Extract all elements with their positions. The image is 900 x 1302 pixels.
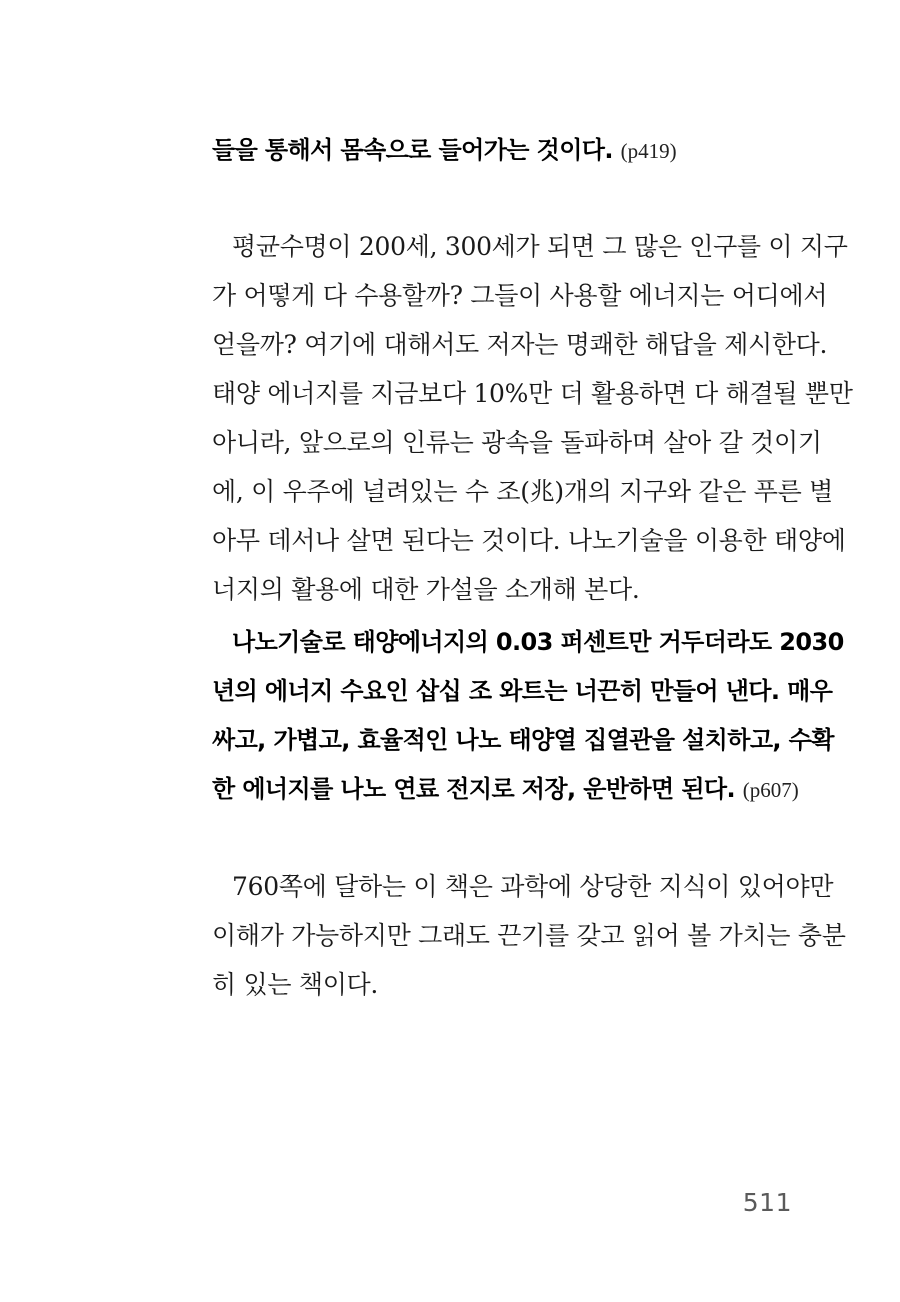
paragraph-line: 가 어떻게 다 수용할까? 그들이 사용할 에너지는 어디에서 xyxy=(212,281,828,310)
paragraph-line: 히 있는 책이다. xyxy=(212,970,379,999)
paragraph-line: 에, 이 우주에 널려있는 수 조(兆)개의 지구와 같은 푸른 별 xyxy=(212,477,833,506)
quote-text: 한 에너지를 나노 연료 전지로 저장, 운반하면 된다. xyxy=(212,775,736,803)
citation: (p607) xyxy=(742,778,799,802)
quote-continuation xyxy=(212,126,794,175)
page-number: 511 xyxy=(742,1188,792,1217)
paragraph-line: 너지의 활용에 대한 가설을 소개해 본다. xyxy=(212,575,640,604)
quote-line xyxy=(212,765,799,814)
paragraph-line: 태양 에너지를 지금보다 10%만 더 활용하면 다 해결될 뿐만 xyxy=(212,379,853,408)
body-paragraph-1 xyxy=(212,222,853,614)
quote-line: 년의 에너지 수요인 삽십 조 와트는 너끈히 만들어 낸다. 매우 xyxy=(212,677,833,705)
paragraph-line: 760쪽에 달하는 이 책은 과학에 상당한 지식이 있어야만 xyxy=(232,872,834,901)
quote-line: 나노기술로 태양에너지의 0.03 퍼센트만 거두더라도 2030 xyxy=(232,628,844,656)
citation: (p419) xyxy=(620,139,677,163)
paragraph-line: 이해가 가능하지만 그래도 끈기를 갖고 읽어 볼 가치는 충분 xyxy=(212,921,846,950)
block-quote xyxy=(212,618,844,814)
quote-line: 싸고, 가볍고, 효율적인 나노 태양열 집열관을 설치하고, 수확 xyxy=(212,726,834,754)
paragraph-line: 아무 데서나 살면 된다는 것이다. 나노기술을 이용한 태양에 xyxy=(212,526,846,555)
quote-text: 들을 통해서 몸속으로 들어가는 것이다. xyxy=(212,136,613,164)
paragraph-line: 평균수명이 200세, 300세가 되면 그 많은 인구를 이 지구 xyxy=(232,232,848,261)
paragraph-line: 얻을까? 여기에 대해서도 저자는 명쾌한 해답을 제시한다. xyxy=(212,330,828,359)
quote-line xyxy=(212,126,794,175)
paragraph-line: 아니라, 앞으로의 인류는 광속을 돌파하며 살아 갈 것이기 xyxy=(212,428,822,457)
body-paragraph-2 xyxy=(212,862,846,1009)
